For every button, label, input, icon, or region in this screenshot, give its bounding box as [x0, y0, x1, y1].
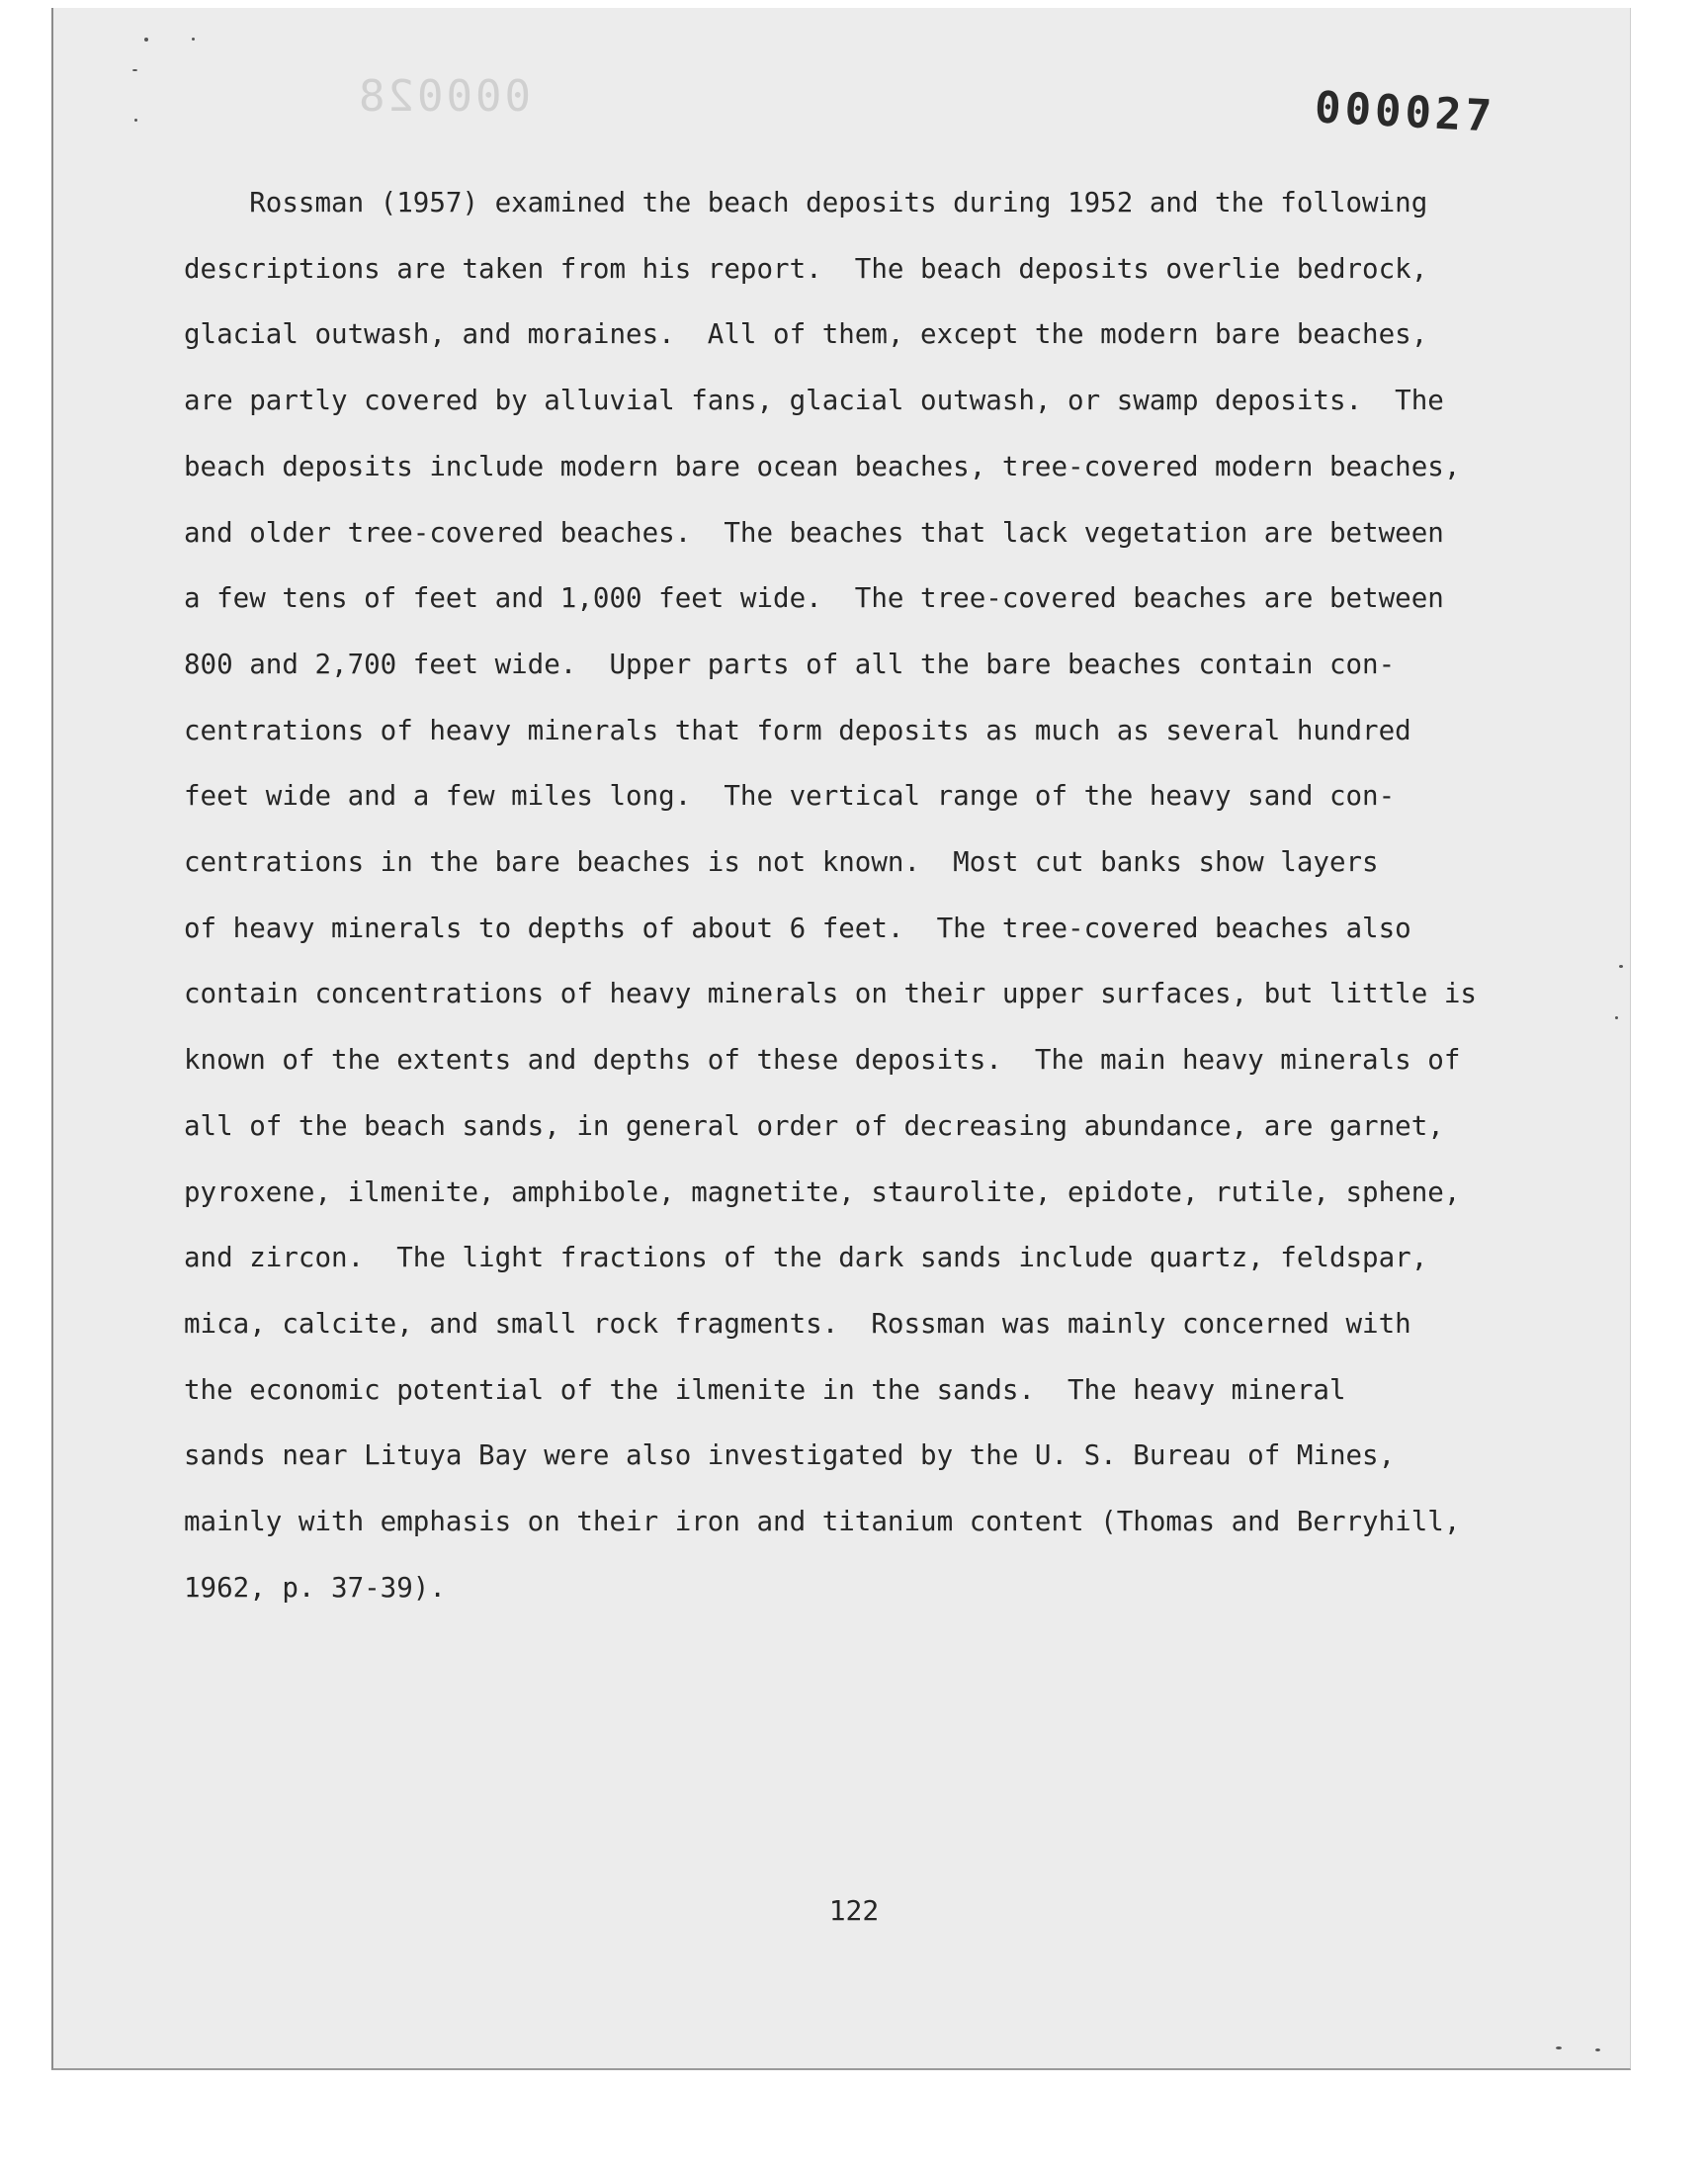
scan-speck [132, 69, 137, 71]
text-line: and zircon. The light fractions of the dark sands include quartz, feldspar, [184, 1242, 1428, 1274]
scan-speck [144, 38, 148, 42]
text-line: glacial outwash, and moraines. All of them, except the modern bare beaches, [184, 318, 1428, 351]
page-number: 122 [828, 1894, 880, 1927]
text-line: 800 and 2,700 feet wide. Upper parts of all the bare beaches contain con- [184, 648, 1396, 680]
document-stamp-number: 000027 [1313, 82, 1497, 142]
body-paragraph [184, 170, 1518, 1620]
text-line: and older tree-covered beaches. The beaches that lack vegetation are between [184, 516, 1444, 549]
text-line: are partly covered by alluvial fans, glacial outwash, or swamp deposits. The [184, 385, 1444, 417]
text-line: mica, calcite, and small rock fragments. Rossman was mainly concerned with [184, 1307, 1411, 1340]
scan-speck [1556, 2046, 1562, 2049]
text-line: known of the extents and depths of these deposits. The main heavy minerals of [184, 1044, 1461, 1077]
scan-speck [1595, 2048, 1600, 2051]
text-line: descriptions are taken from his report. The beach deposits overlie bedrock, [184, 252, 1428, 285]
text-line: pyroxene, ilmenite, amphibole, magnetite, staurolite, epidote, rutile, sphene, [184, 1175, 1461, 1208]
scan-speck [1615, 1016, 1618, 1019]
scan-speck [134, 119, 137, 122]
text-line: centrations in the bare beaches is not known. Most cut banks show layers [184, 846, 1379, 879]
text-line: feet wide and a few miles long. The vertical range of the heavy sand con- [184, 780, 1396, 813]
text-line: contain concentrations of heavy minerals on their upper surfaces, but little is [184, 978, 1477, 1010]
scan-speck [192, 38, 195, 41]
scan-speck [1619, 965, 1623, 968]
text-line: sands near Lituya Bay were also investigated by the U. S. Bureau of Mines, [184, 1439, 1396, 1472]
text-line: of heavy minerals to depths of about 6 feet. The tree-covered beaches also [184, 912, 1411, 944]
bleed-through-stamp: 000028 [356, 71, 531, 122]
text-line: 1962, p. 37-39). [184, 1571, 446, 1604]
text-line: all of the beach sands, in general order of decreasing abundance, are garnet, [184, 1109, 1444, 1142]
text-line: centrations of heavy minerals that form deposits as much as several hundred [184, 714, 1411, 746]
text-line: beach deposits include modern bare ocean beaches, tree-covered modern beaches, [184, 450, 1461, 482]
text-line: the economic potential of the ilmenite in the sands. The heavy mineral [184, 1373, 1346, 1406]
text-line: a few tens of feet and 1,000 feet wide. The tree-covered beaches are between [184, 582, 1444, 615]
text-line: mainly with emphasis on their iron and titanium content (Thomas and Berryhill, [184, 1506, 1461, 1538]
text-line: Rossman (1957) examined the beach deposits during 1952 and the following [184, 187, 1428, 218]
